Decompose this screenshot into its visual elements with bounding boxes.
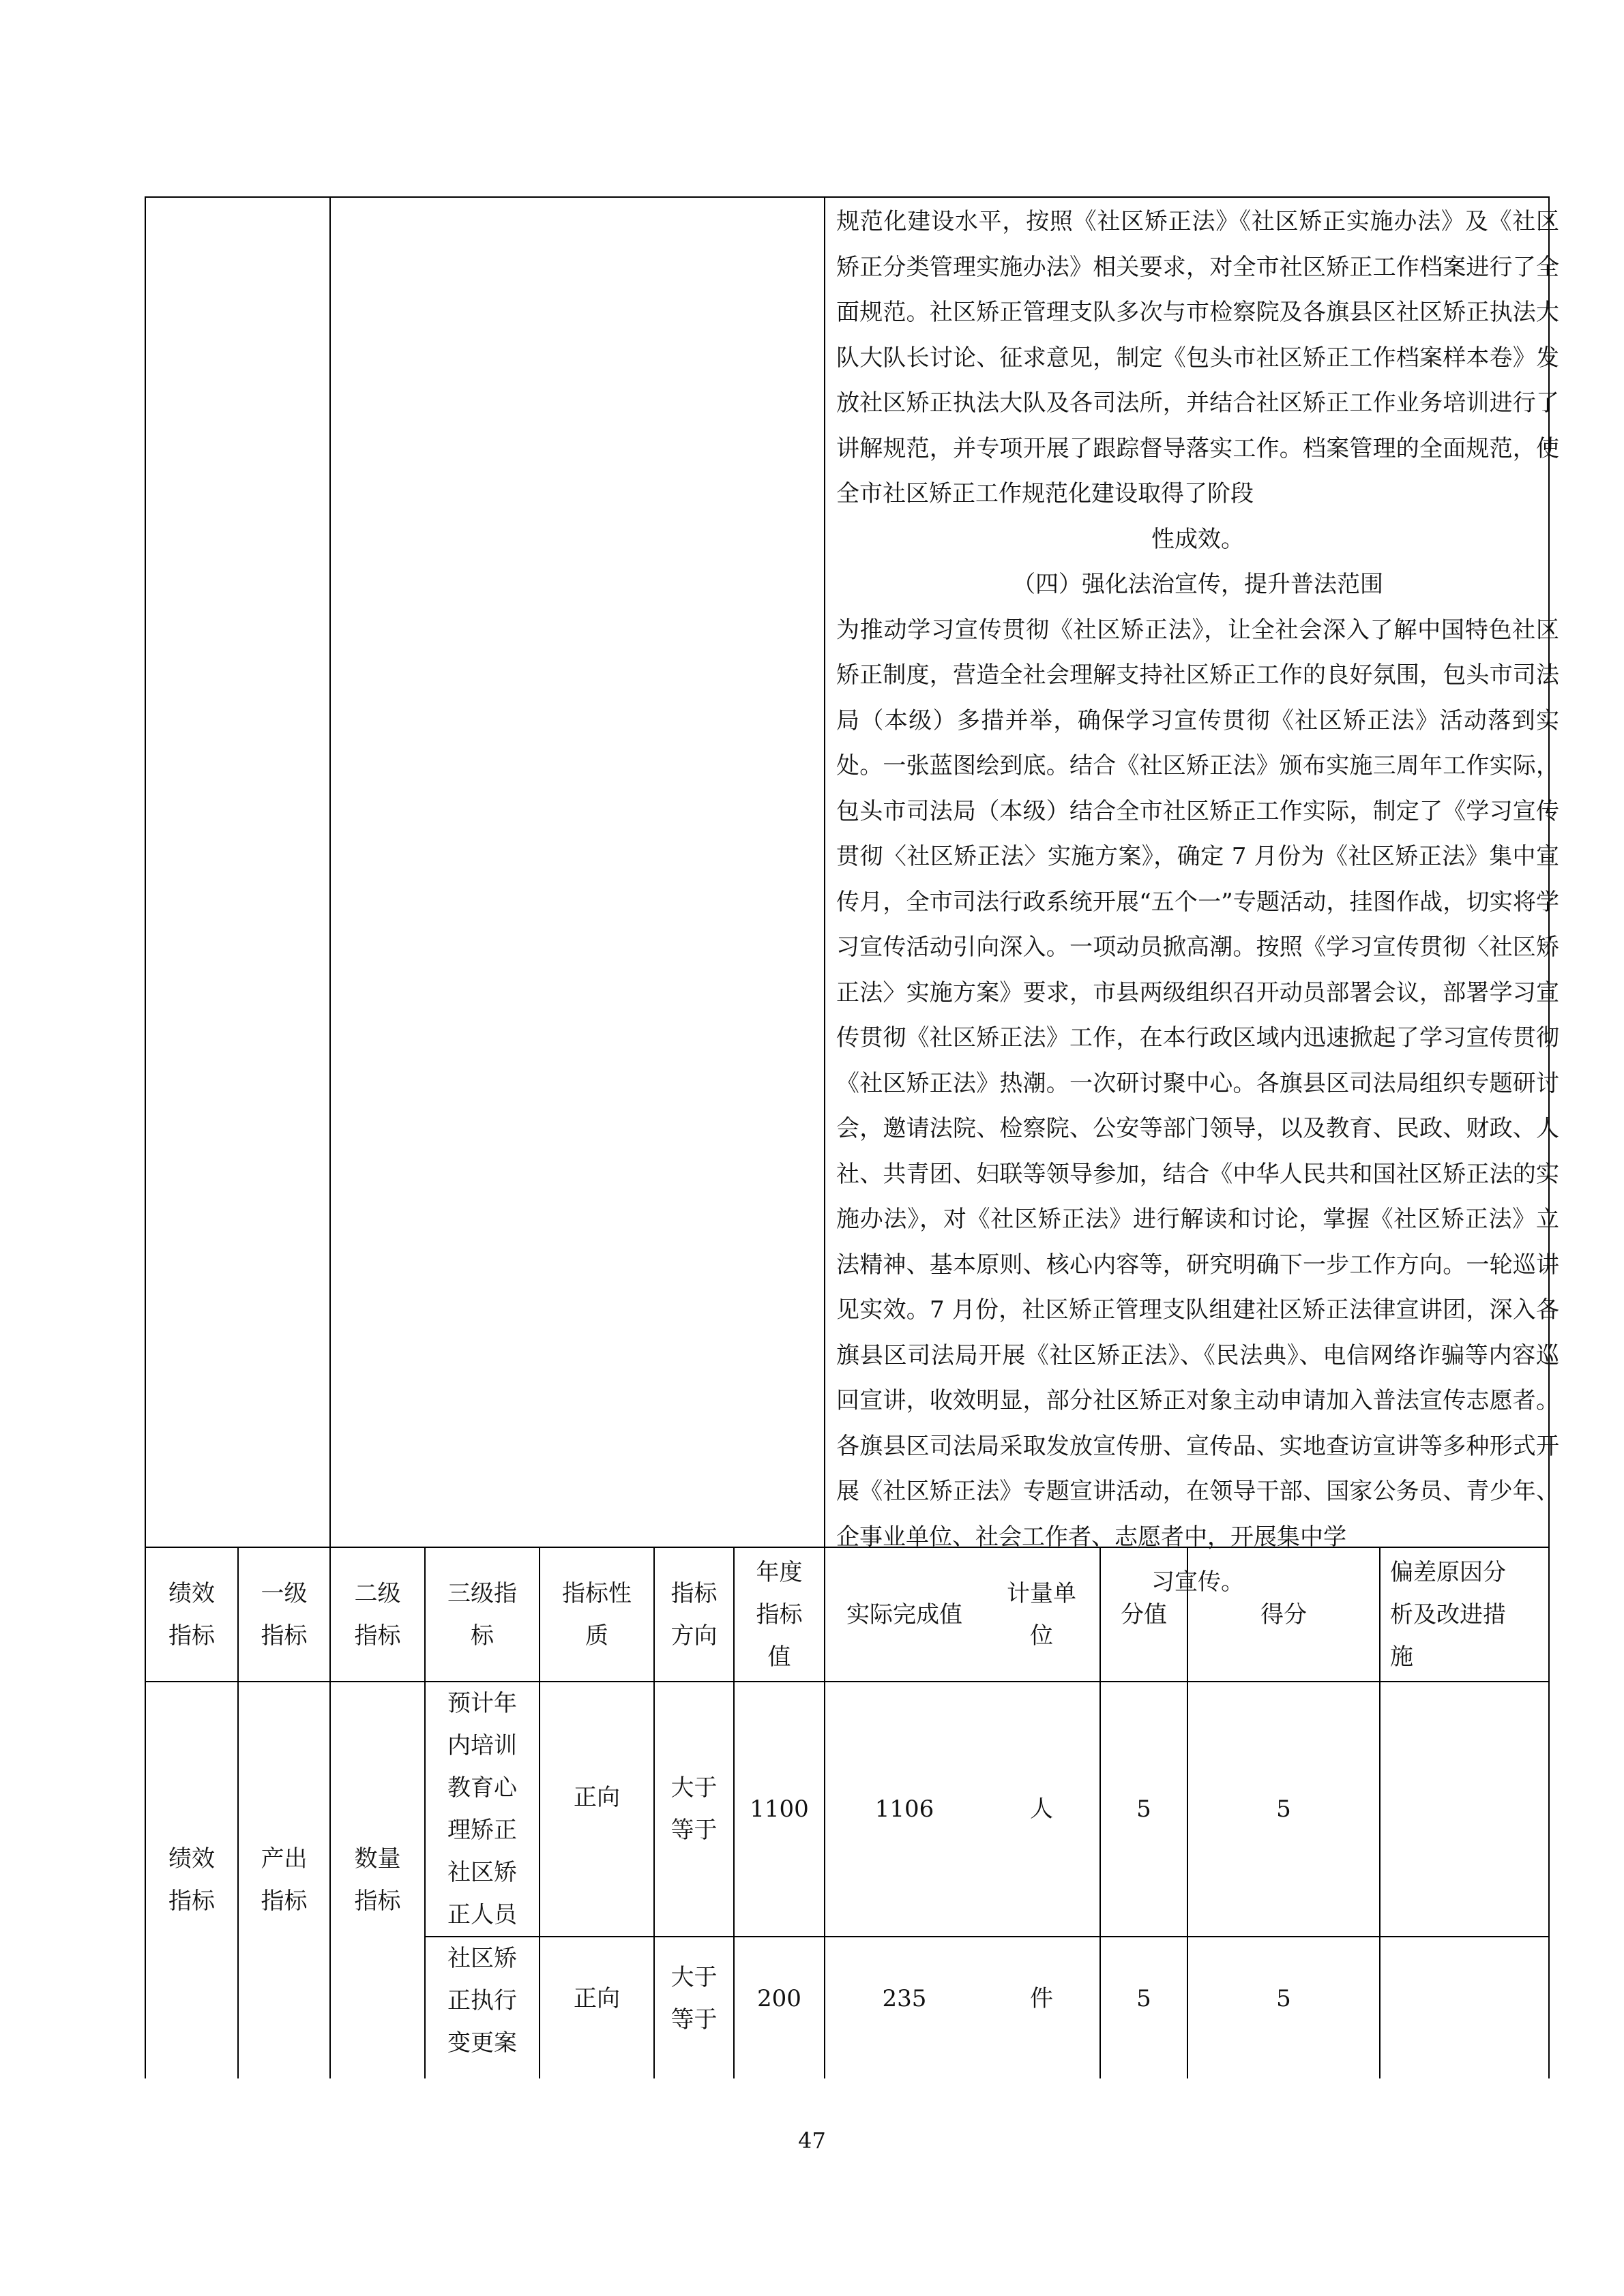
table-row-1-score-value: 5 — [1136, 1795, 1151, 1823]
table-row-1-unit: 人 — [1030, 1795, 1053, 1823]
table-row-2-direction: 大于 等于 — [670, 1964, 718, 2033]
table-row-1-nature: 正向 — [574, 1784, 620, 1811]
table-row-2-score-value: 5 — [1136, 1985, 1151, 2012]
page-number: 47 — [798, 2128, 826, 2153]
group-perf-indicator: 绩效 指标 — [168, 1845, 215, 1915]
header-annual-target: 年度 指标 值 — [756, 1558, 803, 1671]
narrative-cell — [836, 199, 1559, 1605]
table-row-1-annual-target: 1100 — [750, 1795, 809, 1823]
table-row-1-level3: 预计年 内培训 教育心 理矫正 社区矫 正人员 — [447, 1690, 517, 1928]
table-row-2-level3: 社区矫 正执行 变更案 — [447, 1945, 517, 2057]
table-row-2-unit: 件 — [1030, 1985, 1053, 2012]
header-nature: 指标性 质 — [562, 1579, 632, 1650]
narrative-paragraph-2: 为推动学习宣传贯彻《社区矫正法》，让全社会深入了解中国特色社区矫正制度，营造全社会理解支持社区矫正工作的良好氛围，包头市司法局（本级）多措并举，确保学习宣传贯彻《社区矫正法》活动落到实处。一张蓝图绘到底。结合《社区矫正法》颁布实施三周年工作实际，包头市司法局（本级）结合全市社区矫正工作实际，制定了《学习宣传贯彻〈社区矫正法〉实施方案》，确定 7 月份为《社区矫正法》集中宣传月，全市司法行政系统开展“五个一”专题活动，挂图作战，切实将学习宣传活动引向深入。一项动员掀高潮。按照《学习宣传贯彻〈社区矫正法〉实施方案》要求，市县两级组织召开动员部署会议，部署学习宣传贯彻《社区矫正法》工作，在本行政区域内迅速掀起了学习宣传贯彻《社区矫正法》热潮。一次研讨聚中心。各旗县区司法局组织专题研讨会，邀请法院、检察院、公安等部门领导，以及教育、民政、财政、人社、共青团、妇联等领导参加，结合《中华人民共和国社区矫正法的实施办法》，对《社区矫正法》进行解读和讨论，掌握《社区矫正法》立法精神、基本原则、核心内容等，研究明确下一步工作方向。一轮巡讲见实效。7 月份，社区矫正管理支队组建社区矫正法律宣讲团，深入各旗县区司法局开展《社区矫正法》、《民法典》、电信网络诈骗等内容巡回宣讲，收效明显，部分社区矫正对象主动申请加入普法宣传志愿者。各旗县区司法局采取发放宣传册、宣传品、实地查访宣讲等多种形式开展《社区矫正法》专题宣讲活动，在领导干部、国家公务员、青少年、企事业单位、社会工作者、志愿者中，开展集中学 — [836, 616, 1559, 1551]
header-level2: 二级 指标 — [354, 1579, 401, 1650]
header-level1: 一级 指标 — [261, 1579, 308, 1650]
header-direction: 指标 方向 — [670, 1579, 718, 1650]
table-row-2-nature: 正向 — [574, 1985, 620, 2012]
header-score-got: 得分 — [1260, 1600, 1307, 1628]
table-row-1-deviation — [1381, 1682, 1548, 1936]
table-row-2-annual-target: 200 — [757, 1985, 801, 2012]
table-row-1-direction: 大于 等于 — [670, 1774, 718, 1844]
group-level1: 产出 指标 — [261, 1845, 308, 1915]
narrative-paragraph-2-tail: 习宣传。 — [1151, 1568, 1244, 1596]
section-heading: （四）强化法治宣传，提升普法范围 — [1012, 571, 1383, 598]
narrative-paragraph-1-tail: 性成效。 — [1151, 525, 1244, 553]
group-level2: 数量 指标 — [354, 1845, 401, 1915]
header-deviation: 偏差原因分 析及改进措 施 — [1390, 1558, 1506, 1671]
table-row-2-deviation — [1381, 1937, 1548, 2060]
table-row-2-score-got: 5 — [1276, 1985, 1291, 2012]
narrative-paragraph-1: 规范化建设水平，按照《社区矫正法》《社区矫正实施办法》及《社区矫正分类管理实施办法》相关要求，对全市社区矫正工作档案进行了全面规范。社区矫正管理支队多次与市检察院及各旗县区社区矫正执法大队大队长讨论、征求意见，制定《包头市社区矫正工作档案样本卷》发放社区矫正执法大队及各司法所，并结合社区矫正工作业务培训进行了讲解规范，并专项开展了跟踪督导落实工作。档案管理的全面规范，使全市社区矫正工作规范化建设取得了阶段 — [836, 208, 1559, 507]
table-row-1-score-got: 5 — [1276, 1795, 1291, 1823]
header-perf-indicator: 绩效 指标 — [168, 1579, 215, 1650]
header-unit: 计量单 位 — [1007, 1579, 1076, 1650]
header-actual: 实际完成值 — [846, 1600, 962, 1628]
table-row-1-actual: 1106 — [874, 1795, 934, 1823]
header-score-value: 分值 — [1121, 1600, 1167, 1628]
table-top-border — [145, 196, 1550, 198]
table-row-2-actual: 235 — [882, 1985, 927, 2012]
header-level3: 三级指 标 — [447, 1579, 517, 1650]
